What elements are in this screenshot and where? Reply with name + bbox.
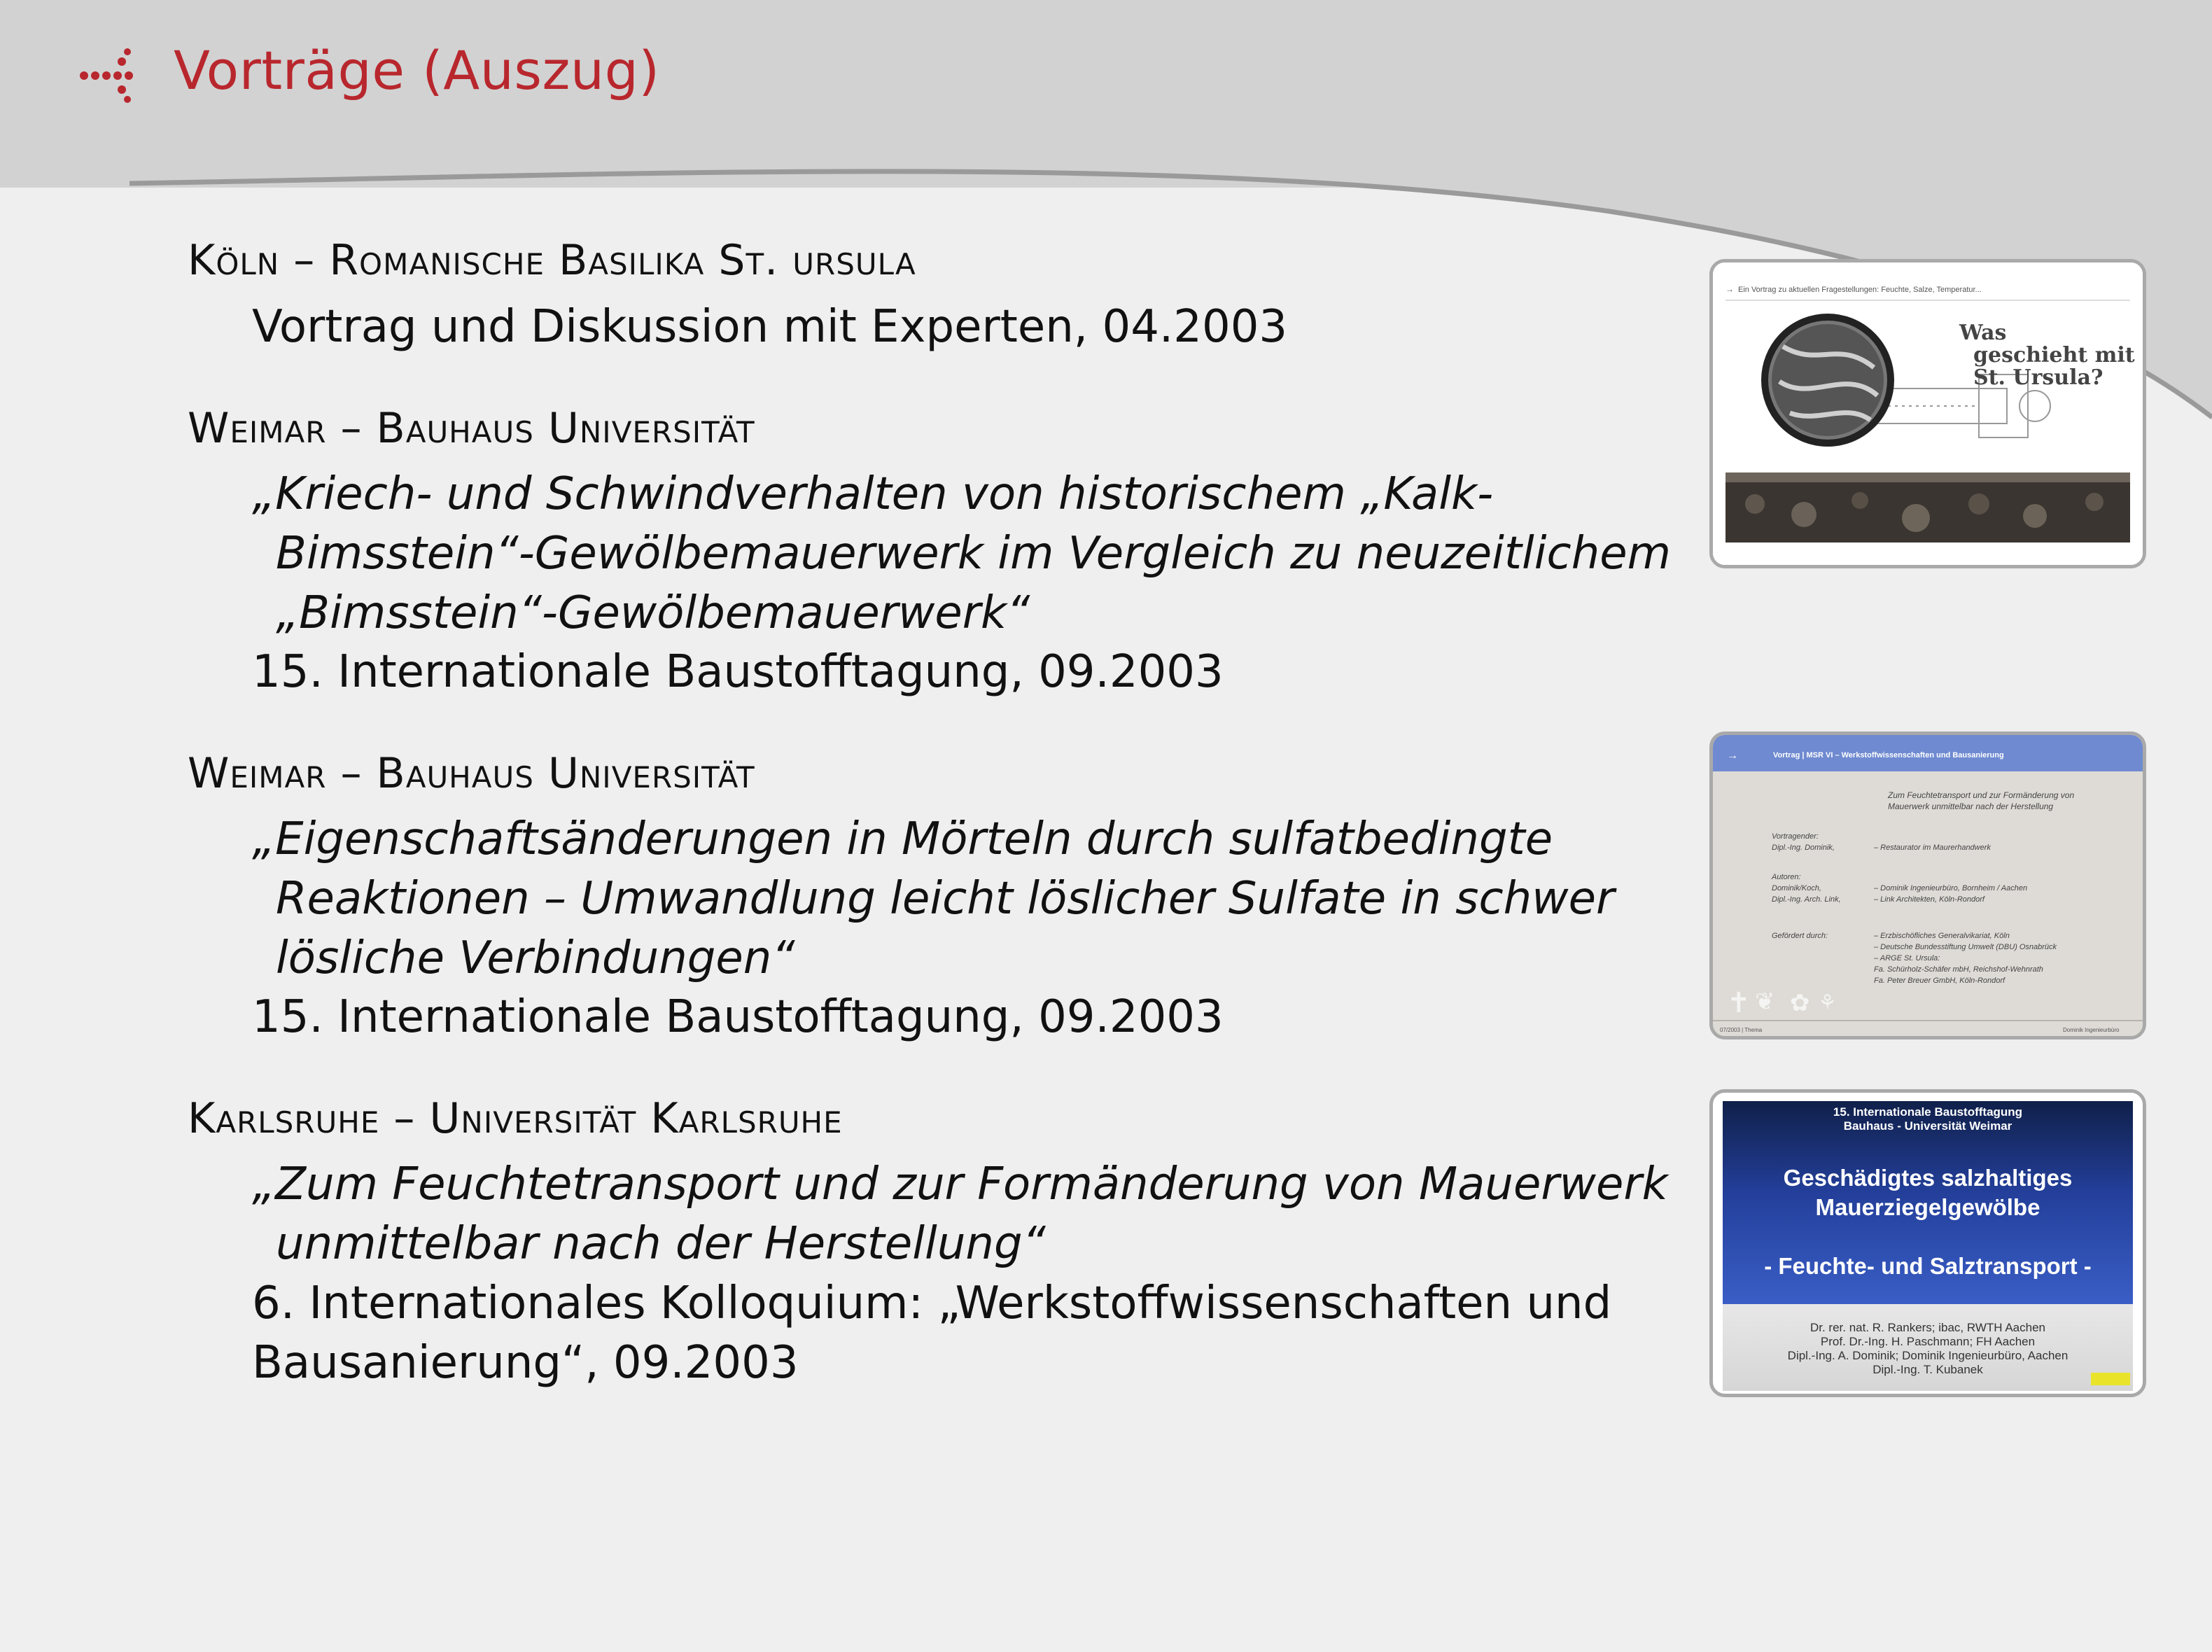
talk-2-venue: Weimar – Bauhaus Universität — [188, 404, 755, 453]
thumb-2-row-5-label: Dipl.-Ing. Arch. Link, — [1772, 895, 1841, 904]
thumb-2-row-7-value: – Deutsche Bundesstiftung Umwelt (DBU) Osnabrück — [1874, 943, 2057, 951]
thumb-2-row-6-value: – Erzbischöfliches Generalvikariat, Köln — [1874, 932, 2010, 940]
thumb-2-row-4-value: – Dominik Ingenieurbüro, Bornheim / Aachen — [1874, 884, 2028, 892]
thumb-2-row-6-label: Gefördert durch: — [1772, 932, 1828, 940]
thumb-1-headline-3: St. Ursula? — [1973, 365, 2104, 390]
thumb-2-row-9-value: Fa. Schürholz-Schäfer mbH, Reichshof-Wehnrath — [1874, 965, 2043, 974]
thumb-2-footer-right: Dominik Ingenieurbüro — [2063, 1027, 2120, 1033]
talk-3-title — [252, 810, 1614, 988]
talk-4-detail-line-1: 6. Internationales Kolloquium: „Werkstoffwissenschaften und — [252, 1278, 1612, 1329]
svg-text:✝: ✝ — [1727, 987, 1751, 1019]
talk-2-title-line-2: Bimsstein“-Gewölbemauerwerk im Vergleich zu neuzeitlichem — [276, 528, 1671, 580]
talk-3-title-line-3: lösliche Verbindungen“ — [276, 932, 795, 984]
slide-thumbnail-baustofftagung — [1709, 1089, 2146, 1397]
thumb-3-top-line-2: Bauhaus - Universität Weimar — [1843, 1119, 2012, 1133]
svg-text:✿: ✿ — [1790, 989, 1810, 1017]
talk-3-detail: 15. Internationale Baustofftagung, 09.2003 — [252, 991, 1224, 1043]
thumb-1-headline-1: Was — [1959, 321, 2007, 345]
slide-thumbnail-msr — [1709, 732, 2146, 1040]
talk-2-title — [252, 465, 1671, 643]
thumb-1-header: Ein Vortrag zu aktuellen Fragestellungen: Feuchte, Salze, Temperatur... — [1738, 286, 1982, 294]
svg-text:❦: ❦ — [1755, 988, 1775, 1016]
thumb-2-row-1-label: Vortragender: — [1772, 832, 1819, 841]
magnifier-photo — [1765, 317, 1891, 443]
talk-3-title-line-1: „Eigenschaftsänderungen in Mörteln durch sulfatbedingte — [252, 813, 1553, 865]
talk-2-detail: 15. Internationale Baustofftagung, 09.2003 — [252, 646, 1224, 698]
talk-4-venue: Karlsruhe – Universität Karlsruhe — [188, 1094, 843, 1143]
talk-2-title-line-1: „Kriech- und Schwindverhalten von historischem „Kalk- — [252, 468, 1494, 520]
thumb-1-arrow-icon: → — [1726, 284, 1734, 294]
thumb-2-row-8-value: – ARGE St. Ursula: — [1874, 954, 1940, 962]
talk-1-venue: Köln – Romanische Basilika St. ursula — [188, 236, 916, 285]
thumb-3-top-line-1: 15. Internationale Baustofftagung — [1833, 1105, 2023, 1119]
talk-2-title-line-3: „Bimsstein“-Gewölbemauerwerk“ — [276, 587, 1030, 639]
talk-4-title — [252, 1155, 1668, 1274]
thumb-3-credit-4: Dipl.-Ing. T. Kubanek — [1872, 1363, 1983, 1376]
talk-3-venue: Weimar – Bauhaus Universität — [188, 749, 755, 798]
thumb-3-credit-2: Prof. Dr.-Ing. H. Paschmann; FH Aachen — [1820, 1335, 2036, 1348]
thumb-2-row-10-value: Fa. Peter Breuer GmbH, Köln-Rondorf — [1874, 976, 2005, 985]
thumb-2-row-5-value: – Link Architekten, Köln-Rondorf — [1874, 895, 1984, 904]
slide-thumbnail-st-ursula — [1709, 259, 2146, 568]
thumb-2-header: Vortrag | MSR VI – Werkstoffwissenschaften und Bausanierung — [1773, 751, 2004, 760]
talk-4-detail-line-2: Bausanierung“, 09.2003 — [252, 1337, 799, 1389]
thumb-3-subtitle: - Feuchte- und Salztransport - — [1764, 1253, 2092, 1279]
talk-3-title-line-2: Reaktionen – Umwandlung leicht löslicher Sulfate in schwer — [276, 873, 1615, 925]
thumb-3-credit-3: Dipl.-Ing. A. Dominik; Dominik Ingenieurbüro, Aachen — [1787, 1349, 2068, 1362]
thumb-2-arrow-icon: → — [1727, 750, 1738, 762]
thumb-2-footer-left: 07/2003 | Thema — [1720, 1027, 1763, 1033]
thumb-3-logo — [2091, 1373, 2130, 1385]
thumb-2-row-3-label: Autoren: — [1772, 873, 1801, 881]
talk-1-detail: Vortrag und Diskussion mit Experten, 04.2003 — [252, 301, 1288, 353]
svg-text:⚘: ⚘ — [1818, 990, 1837, 1015]
dotted-arrow-icon — [78, 46, 148, 109]
thumb-1-headline-2: geschieht mit — [1973, 343, 2135, 368]
talk-4-title-line-1: „Zum Feuchtetransport und zur Formänderung von Mauerwerk — [252, 1158, 1668, 1210]
talk-4-detail — [252, 1274, 1611, 1393]
thumb-3-credit-1: Dr. rer. nat. R. Rankers; ibac, RWTH Aachen — [1809, 1321, 2046, 1334]
thumb-2-row-2-value: – Restaurator im Maurerhandwerk — [1874, 844, 1991, 852]
masonry-photo-strip — [1726, 472, 2130, 542]
thumb-2-row-2-label: Dipl.-Ing. Dominik, — [1772, 844, 1835, 852]
thumb-2-row-4-label: Dominik/Koch, — [1772, 884, 1821, 892]
page-title: Vorträge (Auszug) — [174, 39, 660, 102]
talk-4-title-line-2: unmittelbar nach der Herstellung“ — [276, 1218, 1046, 1270]
thumb-2-intro-2: Mauerwerk unmittelbar nach der Herstellung — [1888, 802, 2054, 811]
thumb-3-title-line-2: Mauerziegelgewölbe — [1815, 1194, 2040, 1220]
thumb-3-title-line-1: Geschädigtes salzhaltiges — [1783, 1165, 2073, 1191]
thumb-2-intro-1: Zum Feuchtetransport und zur Formänderung von — [1888, 790, 2075, 800]
